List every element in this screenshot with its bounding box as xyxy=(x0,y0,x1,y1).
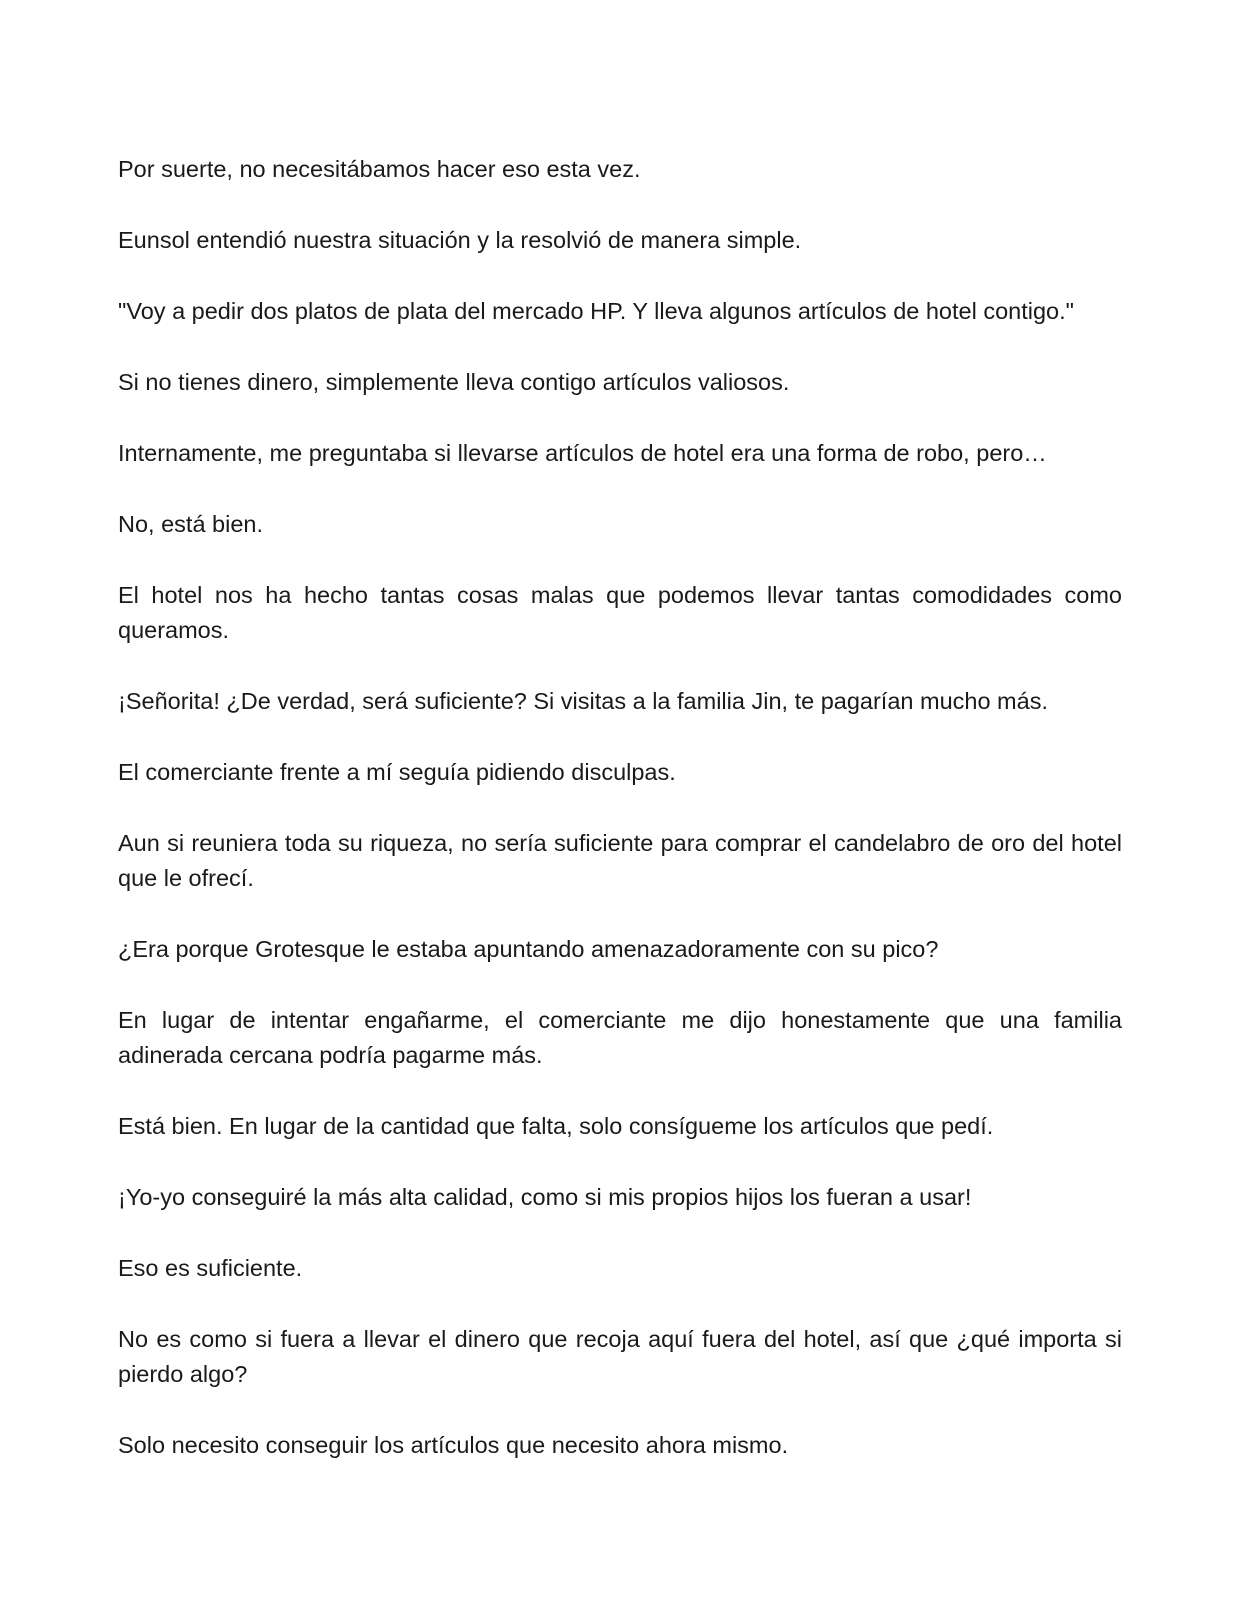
paragraph: Está bien. En lugar de la cantidad que falta, solo consígueme los artículos que pedí. xyxy=(118,1113,994,1139)
document-body xyxy=(118,152,1122,1499)
paragraph: Solo necesito conseguir los artículos que necesito ahora mismo. xyxy=(118,1432,789,1458)
paragraph: Si no tienes dinero, simplemente lleva contigo artículos valiosos. xyxy=(118,369,790,395)
paragraph: El hotel nos ha hecho tantas cosas malas que podemos llevar tantas comodidades como queramos. xyxy=(118,582,1122,643)
paragraph: El comerciante frente a mí seguía pidiendo disculpas. xyxy=(118,759,676,785)
paragraph: No es como si fuera a llevar el dinero que recoja aquí fuera del hotel, así que ¿qué importa si pierdo algo? xyxy=(118,1326,1122,1387)
paragraph: ¡Señorita! ¿De verdad, será suficiente? Si visitas a la familia Jin, te pagarían mucho más. xyxy=(118,688,1048,714)
paragraph: Aun si reuniera toda su riqueza, no sería suficiente para comprar el candelabro de oro del hotel que le ofrecí. xyxy=(118,830,1122,891)
paragraph: En lugar de intentar engañarme, el comerciante me dijo honestamente que una familia adinerada cercana podría pagarme más. xyxy=(118,1007,1122,1068)
paragraph: Por suerte, no necesitábamos hacer eso esta vez. xyxy=(118,156,641,182)
paragraph: ¿Era porque Grotesque le estaba apuntando amenazadoramente con su pico? xyxy=(118,936,939,962)
paragraph: "Voy a pedir dos platos de plata del mercado HP. Y lleva algunos artículos de hotel contigo." xyxy=(118,298,1074,324)
paragraph: Eso es suficiente. xyxy=(118,1255,303,1281)
paragraph: Eunsol entendió nuestra situación y la resolvió de manera simple. xyxy=(118,227,802,253)
paragraph: Internamente, me preguntaba si llevarse artículos de hotel era una forma de robo, pero… xyxy=(118,440,1047,466)
paragraph: ¡Yo-yo conseguiré la más alta calidad, como si mis propios hijos los fueran a usar! xyxy=(118,1184,972,1210)
paragraph: No, está bien. xyxy=(118,511,264,537)
